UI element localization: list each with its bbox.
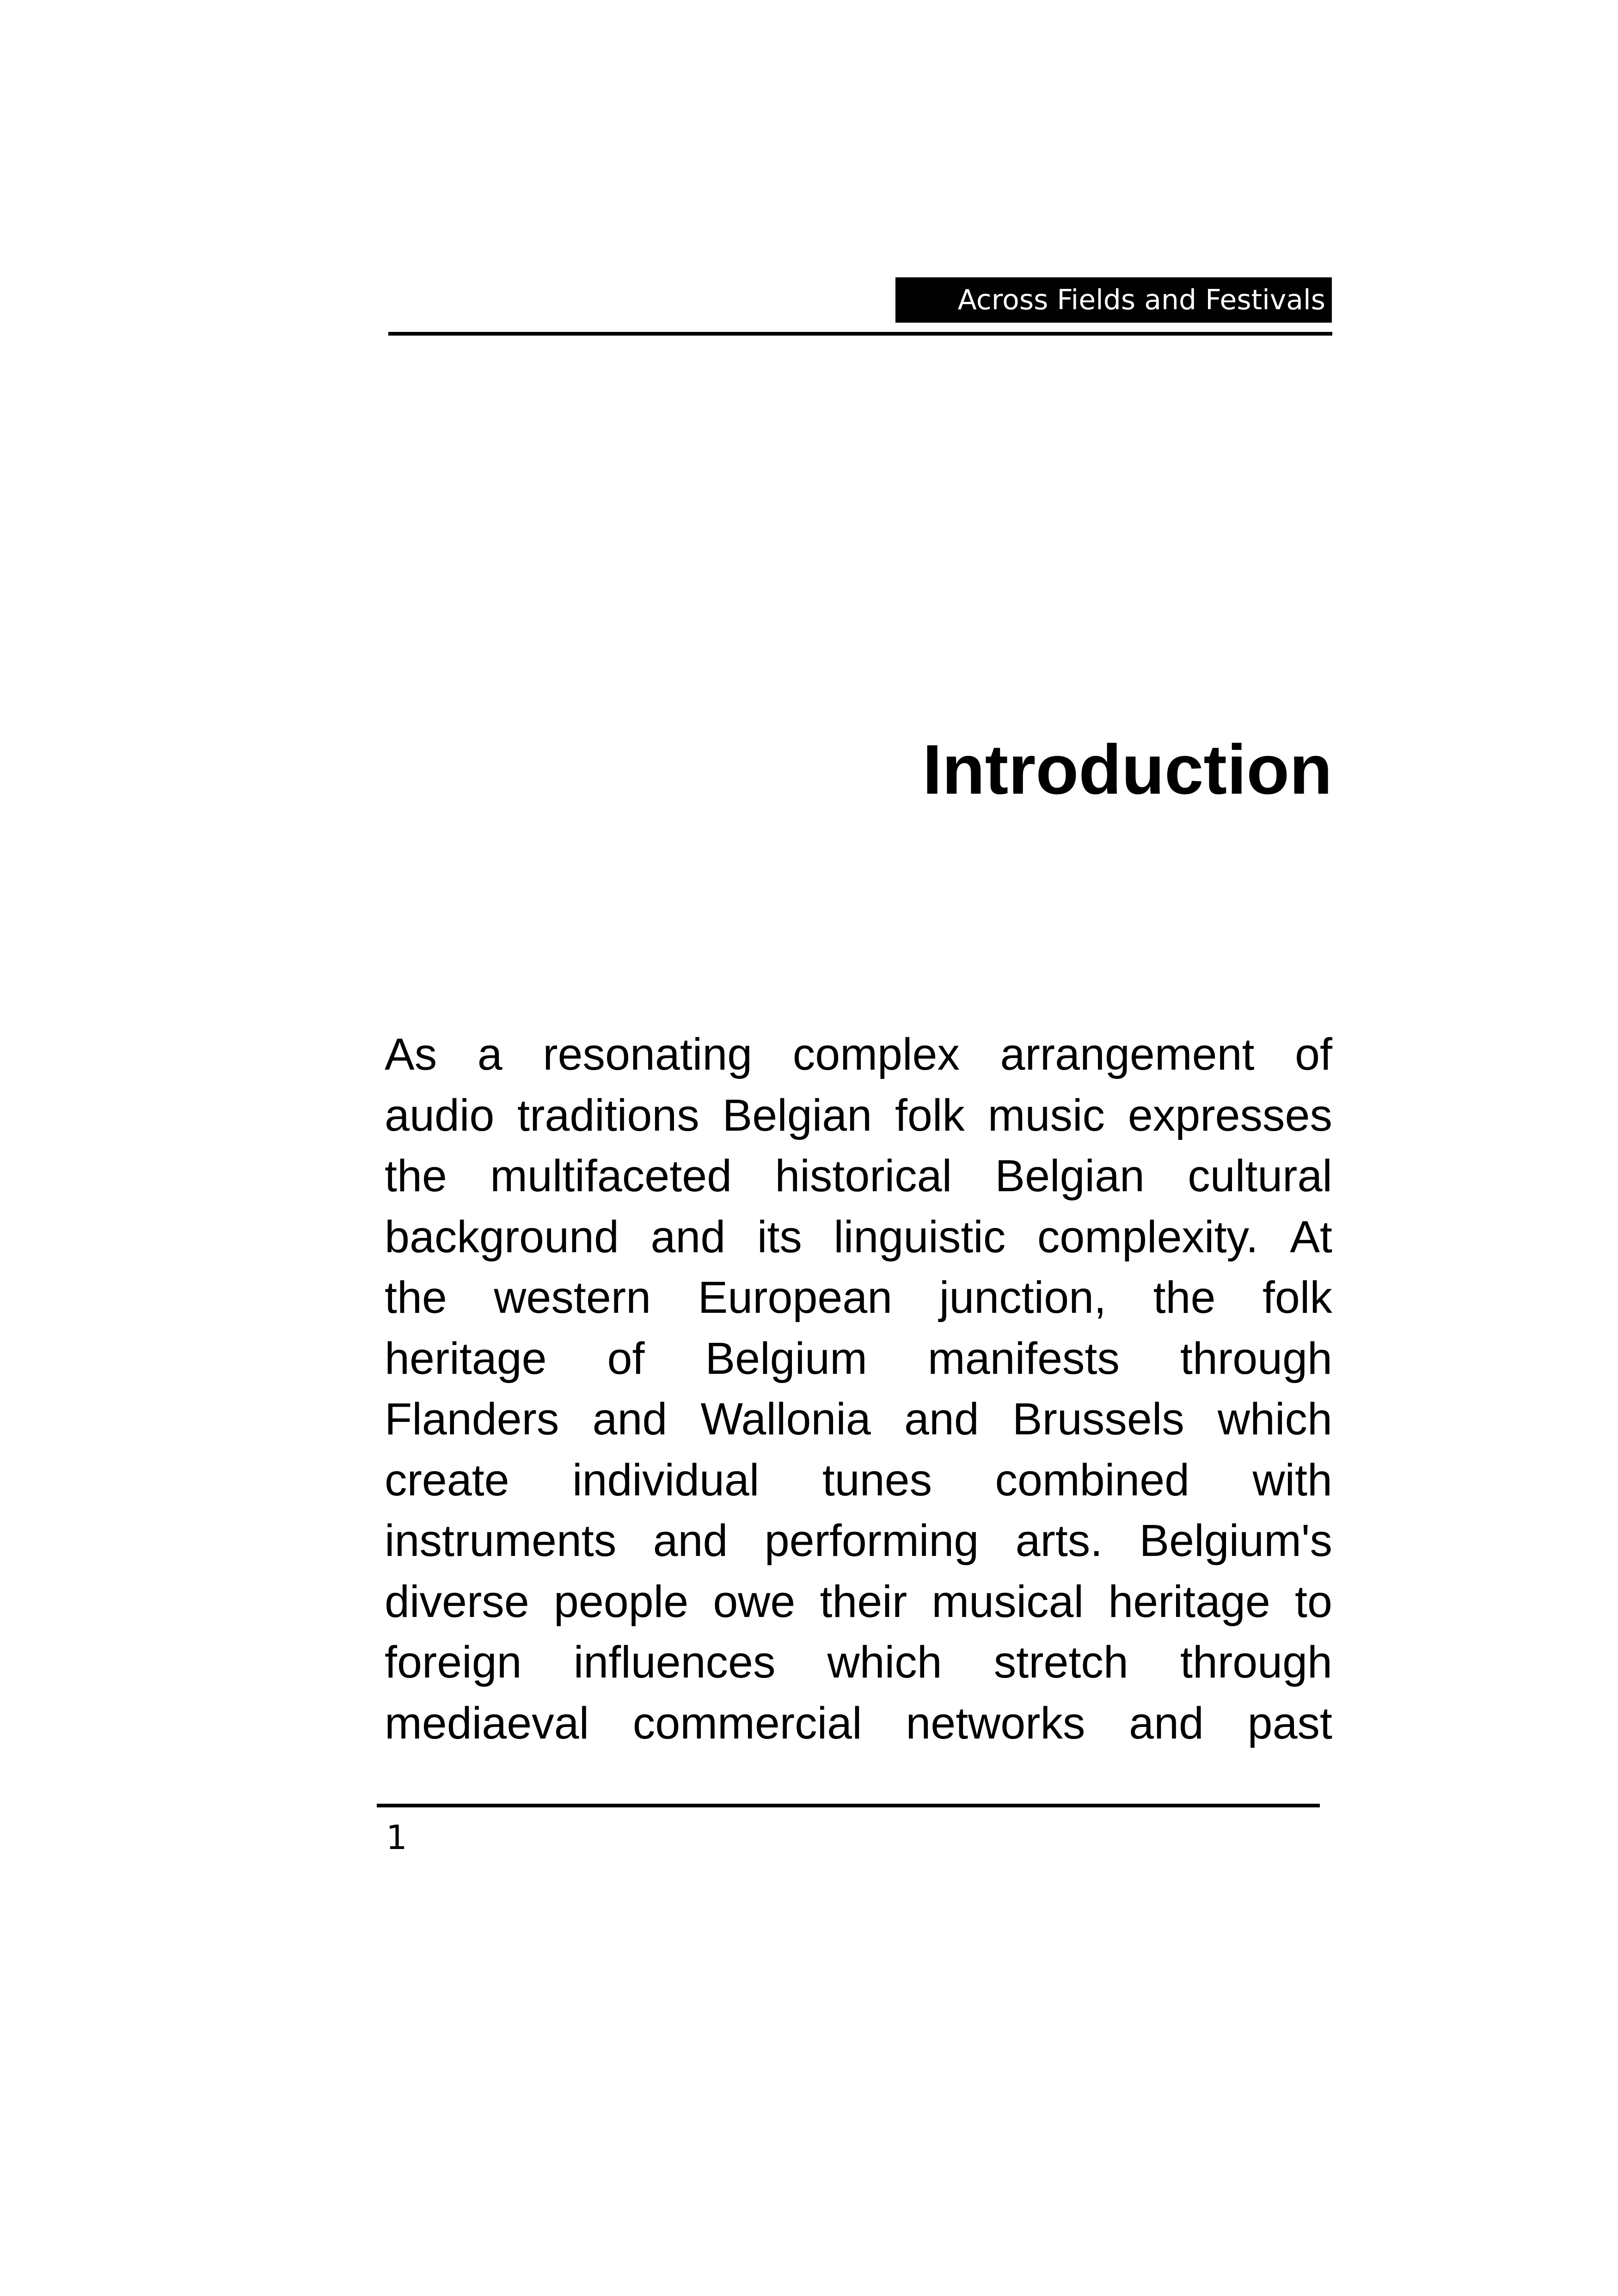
body-line: instruments and performing arts. Belgium's [385,1515,1332,1566]
body-line: mediaeval commercial networks and past [385,1697,1332,1748]
body-line: Flanders and Wallonia and Brussels which [385,1394,1332,1444]
body-line: heritage of Belgium manifests through [385,1333,1332,1384]
body-paragraph [385,1024,1332,1753]
body-line: diverse people owe their musical heritage to [385,1576,1332,1627]
body-line: background and its linguistic complexity. At [385,1211,1332,1262]
running-header: Across Fields and Festivals [895,277,1332,323]
chapter-title: Introduction [922,730,1332,809]
body-line: foreign influences which stretch through [385,1637,1332,1687]
header-rule [388,332,1332,336]
body-line: As a resonating complex arrangement of [385,1029,1332,1079]
page-number: 1 [386,1818,407,1857]
body-line: audio traditions Belgian folk music expresses [385,1090,1332,1140]
body-line: the multifaceted historical Belgian cultural [385,1151,1332,1201]
body-line: create individual tunes combined with [385,1454,1332,1505]
footer-rule [377,1804,1320,1807]
body-line: the western European junction, the folk [385,1272,1332,1322]
